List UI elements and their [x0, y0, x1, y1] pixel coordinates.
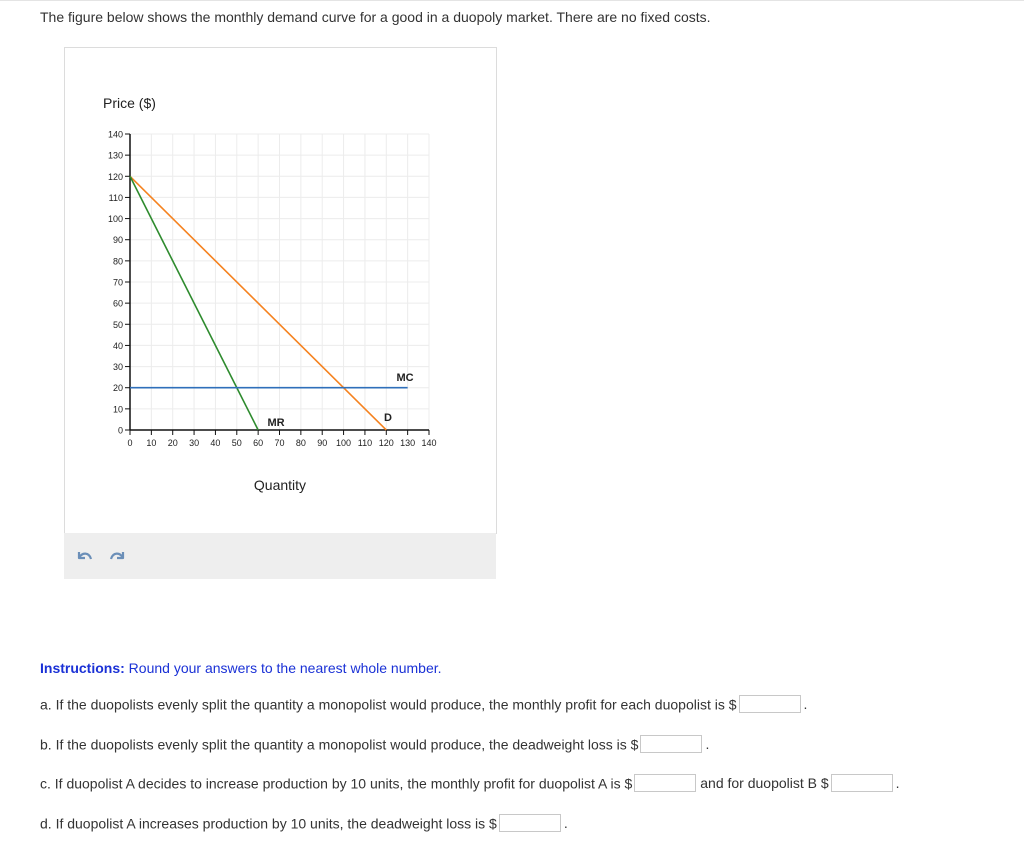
question-a-suffix: .: [803, 696, 808, 713]
y-axis-title: Price ($): [103, 95, 156, 111]
x-tick-label: 140: [421, 438, 437, 448]
question-b: [40, 735, 709, 753]
answer-a-input[interactable]: [739, 695, 801, 713]
x-tick-label: 40: [210, 438, 221, 448]
demand-chart[interactable]: [65, 48, 496, 533]
y-tick-label: 50: [112, 319, 123, 330]
y-tick-label: 90: [112, 235, 123, 246]
y-tick-label: 80: [112, 256, 123, 267]
instructions-prefix: Instructions:: [40, 660, 125, 676]
series-label-mc: MC: [396, 372, 414, 384]
x-tick-label: 70: [274, 438, 285, 448]
x-axis-title: Quantity: [253, 477, 307, 493]
undo-icon[interactable]: [76, 547, 94, 565]
x-tick-label: 10: [146, 438, 157, 448]
question-a-text: a. If the duopolists evenly split the quantity a monopolist would produce, the monthly profit for each duopolist is $: [40, 696, 737, 713]
y-tick-label: 60: [112, 298, 123, 309]
figure-panel: [64, 47, 497, 534]
intro-text: The figure below shows the monthly demand curve for a good in a duopoly market. There are no fixed costs.: [40, 9, 711, 25]
question-c: [40, 774, 900, 792]
y-tick-label: 140: [107, 129, 123, 140]
question-b-text: b. If the duopolists evenly split the quantity a monopolist would produce, the deadweight loss is $: [40, 736, 639, 753]
instructions-text: Round your answers to the nearest whole number.: [124, 660, 442, 676]
answer-c-a-input[interactable]: [634, 774, 696, 792]
question-c-text: c. If duopolist A decides to increase production by 10 units, the monthly profit for duopolist A is $: [40, 775, 633, 792]
question-b-suffix: .: [705, 736, 710, 753]
question-a: [40, 695, 807, 713]
y-tick-label: 30: [112, 362, 123, 373]
question-d: [40, 814, 568, 832]
question-c-suffix: .: [895, 775, 900, 792]
instructions: [40, 660, 442, 676]
y-tick-label: 120: [107, 171, 123, 182]
x-tick-label: 90: [317, 438, 328, 448]
top-divider: [0, 0, 1024, 1]
question-d-text: d. If duopolist A increases production by 10 units, the deadweight loss is $: [40, 815, 497, 832]
x-tick-label: 50: [231, 438, 242, 448]
y-tick-label: 20: [112, 383, 123, 394]
answer-c-b-input[interactable]: [831, 774, 893, 792]
answer-b-input[interactable]: [640, 735, 702, 753]
question-c-text2: and for duopolist B $: [700, 775, 829, 792]
x-tick-label: 0: [127, 438, 133, 448]
x-tick-label: 60: [253, 438, 264, 448]
graph-toolbar: [64, 533, 496, 579]
y-tick-label: 130: [107, 150, 123, 161]
answer-d-input[interactable]: [499, 814, 561, 832]
x-tick-label: 130: [400, 438, 416, 448]
x-tick-label: 110: [357, 438, 373, 448]
x-tick-label: 80: [295, 438, 306, 448]
x-tick-label: 20: [167, 438, 178, 448]
redo-icon[interactable]: [108, 547, 126, 565]
y-tick-label: 100: [107, 214, 123, 225]
question-d-suffix: .: [563, 815, 568, 832]
x-tick-label: 120: [378, 438, 394, 448]
series-label-mr: MR: [267, 417, 285, 429]
y-tick-label: 70: [112, 277, 123, 288]
x-tick-label: 100: [336, 438, 352, 448]
y-tick-label: 40: [112, 340, 123, 351]
y-tick-label: 10: [112, 404, 123, 415]
y-tick-label: 110: [108, 192, 123, 203]
x-tick-label: 30: [189, 438, 200, 448]
y-tick-label: 0: [117, 425, 123, 436]
series-label-d: D: [384, 412, 392, 424]
